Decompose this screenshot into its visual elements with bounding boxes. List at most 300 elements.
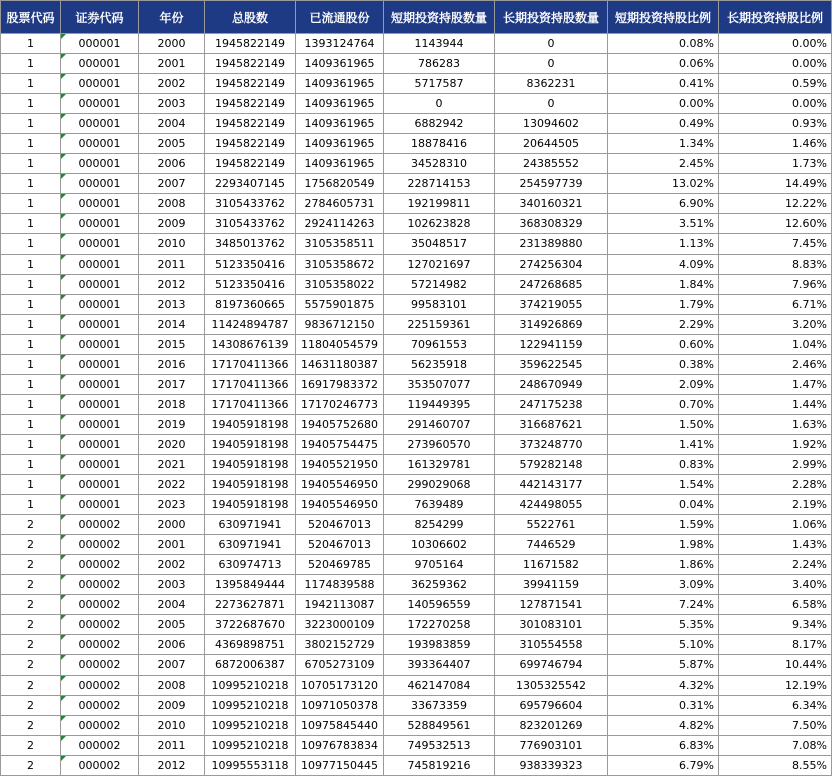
- cell-security-code[interactable]: 000001: [61, 475, 139, 495]
- cell-total-shares[interactable]: 2293407145: [205, 174, 296, 194]
- cell-stock-id[interactable]: 2: [1, 575, 61, 595]
- cell-short-term-qty[interactable]: 99583101: [384, 294, 495, 314]
- cell-stock-id[interactable]: 2: [1, 695, 61, 715]
- cell-long-term-ratio[interactable]: 7.45%: [719, 234, 832, 254]
- cell-stock-id[interactable]: 1: [1, 454, 61, 474]
- cell-long-term-qty[interactable]: 301083101: [495, 615, 608, 635]
- cell-short-term-ratio[interactable]: 6.79%: [608, 755, 719, 775]
- cell-security-code[interactable]: 000001: [61, 34, 139, 54]
- cell-circulating-shares[interactable]: 17170246773: [296, 394, 384, 414]
- cell-year[interactable]: 2013: [139, 294, 205, 314]
- cell-stock-id[interactable]: 2: [1, 515, 61, 535]
- cell-long-term-qty[interactable]: 11671582: [495, 555, 608, 575]
- cell-circulating-shares[interactable]: 10977150445: [296, 755, 384, 775]
- cell-stock-id[interactable]: 2: [1, 595, 61, 615]
- cell-stock-id[interactable]: 1: [1, 434, 61, 454]
- cell-total-shares[interactable]: 1945822149: [205, 74, 296, 94]
- cell-long-term-ratio[interactable]: 0.93%: [719, 114, 832, 134]
- cell-year[interactable]: 2015: [139, 334, 205, 354]
- cell-stock-id[interactable]: 1: [1, 374, 61, 394]
- cell-short-term-qty[interactable]: 353507077: [384, 374, 495, 394]
- cell-short-term-ratio[interactable]: 2.09%: [608, 374, 719, 394]
- cell-short-term-ratio[interactable]: 7.24%: [608, 595, 719, 615]
- cell-short-term-qty[interactable]: 172270258: [384, 615, 495, 635]
- cell-stock-id[interactable]: 2: [1, 675, 61, 695]
- cell-long-term-qty[interactable]: 424498055: [495, 495, 608, 515]
- cell-circulating-shares[interactable]: 5575901875: [296, 294, 384, 314]
- cell-security-code[interactable]: 000001: [61, 454, 139, 474]
- cell-total-shares[interactable]: 3722687670: [205, 615, 296, 635]
- cell-long-term-ratio[interactable]: 12.19%: [719, 675, 832, 695]
- cell-year[interactable]: 2014: [139, 314, 205, 334]
- cell-long-term-ratio[interactable]: 8.55%: [719, 755, 832, 775]
- cell-total-shares[interactable]: 1945822149: [205, 94, 296, 114]
- cell-stock-id[interactable]: 2: [1, 635, 61, 655]
- cell-circulating-shares[interactable]: 19405521950: [296, 454, 384, 474]
- cell-total-shares[interactable]: 17170411366: [205, 354, 296, 374]
- cell-short-term-ratio[interactable]: 1.34%: [608, 134, 719, 154]
- cell-year[interactable]: 2012: [139, 755, 205, 775]
- cell-short-term-qty[interactable]: 528849561: [384, 715, 495, 735]
- cell-stock-id[interactable]: 1: [1, 134, 61, 154]
- cell-stock-id[interactable]: 1: [1, 475, 61, 495]
- cell-long-term-ratio[interactable]: 2.99%: [719, 454, 832, 474]
- cell-long-term-qty[interactable]: 231389880: [495, 234, 608, 254]
- cell-total-shares[interactable]: 1945822149: [205, 34, 296, 54]
- cell-circulating-shares[interactable]: 1756820549: [296, 174, 384, 194]
- cell-year[interactable]: 2004: [139, 114, 205, 134]
- cell-total-shares[interactable]: 3105433762: [205, 194, 296, 214]
- cell-year[interactable]: 2011: [139, 735, 205, 755]
- cell-circulating-shares[interactable]: 520467013: [296, 535, 384, 555]
- cell-security-code[interactable]: 000001: [61, 374, 139, 394]
- cell-short-term-qty[interactable]: 33673359: [384, 695, 495, 715]
- cell-long-term-qty[interactable]: 7446529: [495, 535, 608, 555]
- cell-stock-id[interactable]: 1: [1, 334, 61, 354]
- cell-short-term-ratio[interactable]: 0.70%: [608, 394, 719, 414]
- cell-long-term-qty[interactable]: 127871541: [495, 595, 608, 615]
- column-header-long-term-ratio[interactable]: 长期投资持股比例: [719, 1, 832, 34]
- cell-security-code[interactable]: 000002: [61, 535, 139, 555]
- cell-short-term-ratio[interactable]: 5.10%: [608, 635, 719, 655]
- cell-stock-id[interactable]: 2: [1, 555, 61, 575]
- cell-long-term-ratio[interactable]: 6.34%: [719, 695, 832, 715]
- cell-total-shares[interactable]: 1945822149: [205, 114, 296, 134]
- cell-security-code[interactable]: 000001: [61, 274, 139, 294]
- cell-circulating-shares[interactable]: 16917983372: [296, 374, 384, 394]
- cell-stock-id[interactable]: 1: [1, 314, 61, 334]
- cell-short-term-qty[interactable]: 786283: [384, 54, 495, 74]
- cell-long-term-qty[interactable]: 0: [495, 94, 608, 114]
- cell-long-term-ratio[interactable]: 1.92%: [719, 434, 832, 454]
- cell-circulating-shares[interactable]: 9836712150: [296, 314, 384, 334]
- cell-short-term-qty[interactable]: 140596559: [384, 595, 495, 615]
- cell-stock-id[interactable]: 1: [1, 94, 61, 114]
- cell-short-term-ratio[interactable]: 0.06%: [608, 54, 719, 74]
- cell-security-code[interactable]: 000001: [61, 114, 139, 134]
- cell-long-term-qty[interactable]: 122941159: [495, 334, 608, 354]
- cell-long-term-qty[interactable]: 938339323: [495, 755, 608, 775]
- cell-stock-id[interactable]: 1: [1, 214, 61, 234]
- cell-long-term-qty[interactable]: 374219055: [495, 294, 608, 314]
- cell-short-term-qty[interactable]: 749532513: [384, 735, 495, 755]
- cell-circulating-shares[interactable]: 520469785: [296, 555, 384, 575]
- cell-stock-id[interactable]: 1: [1, 234, 61, 254]
- cell-year[interactable]: 2000: [139, 34, 205, 54]
- cell-short-term-ratio[interactable]: 1.84%: [608, 274, 719, 294]
- cell-stock-id[interactable]: 2: [1, 535, 61, 555]
- cell-security-code[interactable]: 000001: [61, 194, 139, 214]
- cell-security-code[interactable]: 000001: [61, 254, 139, 274]
- cell-long-term-ratio[interactable]: 2.46%: [719, 354, 832, 374]
- cell-year[interactable]: 2003: [139, 94, 205, 114]
- cell-short-term-ratio[interactable]: 0.60%: [608, 334, 719, 354]
- cell-long-term-qty[interactable]: 8362231: [495, 74, 608, 94]
- cell-stock-id[interactable]: 1: [1, 495, 61, 515]
- cell-circulating-shares[interactable]: 2784605731: [296, 194, 384, 214]
- cell-long-term-qty[interactable]: 247268685: [495, 274, 608, 294]
- cell-stock-id[interactable]: 2: [1, 755, 61, 775]
- cell-long-term-ratio[interactable]: 0.00%: [719, 54, 832, 74]
- cell-year[interactable]: 2009: [139, 214, 205, 234]
- cell-short-term-ratio[interactable]: 4.09%: [608, 254, 719, 274]
- cell-total-shares[interactable]: 19405918198: [205, 454, 296, 474]
- column-header-year[interactable]: 年份: [139, 1, 205, 34]
- cell-total-shares[interactable]: 1945822149: [205, 154, 296, 174]
- column-header-circulating-shares[interactable]: 已流通股份: [296, 1, 384, 34]
- cell-circulating-shares[interactable]: 3105358022: [296, 274, 384, 294]
- cell-short-term-ratio[interactable]: 1.41%: [608, 434, 719, 454]
- cell-short-term-qty[interactable]: 34528310: [384, 154, 495, 174]
- cell-year[interactable]: 2007: [139, 174, 205, 194]
- cell-long-term-ratio[interactable]: 1.46%: [719, 134, 832, 154]
- cell-long-term-qty[interactable]: 5522761: [495, 515, 608, 535]
- cell-short-term-qty[interactable]: 57214982: [384, 274, 495, 294]
- cell-circulating-shares[interactable]: 19405546950: [296, 475, 384, 495]
- cell-circulating-shares[interactable]: 3105358672: [296, 254, 384, 274]
- cell-circulating-shares[interactable]: 1409361965: [296, 94, 384, 114]
- cell-total-shares[interactable]: 10995210218: [205, 715, 296, 735]
- cell-year[interactable]: 2008: [139, 675, 205, 695]
- cell-stock-id[interactable]: 2: [1, 615, 61, 635]
- cell-short-term-ratio[interactable]: 1.59%: [608, 515, 719, 535]
- cell-year[interactable]: 2016: [139, 354, 205, 374]
- cell-circulating-shares[interactable]: 1409361965: [296, 134, 384, 154]
- cell-year[interactable]: 2012: [139, 274, 205, 294]
- cell-security-code[interactable]: 000001: [61, 154, 139, 174]
- cell-year[interactable]: 2020: [139, 434, 205, 454]
- cell-long-term-qty[interactable]: 0: [495, 34, 608, 54]
- cell-year[interactable]: 2008: [139, 194, 205, 214]
- cell-total-shares[interactable]: 630971941: [205, 515, 296, 535]
- cell-short-term-qty[interactable]: 102623828: [384, 214, 495, 234]
- cell-long-term-qty[interactable]: 24385552: [495, 154, 608, 174]
- cell-short-term-ratio[interactable]: 0.31%: [608, 695, 719, 715]
- cell-total-shares[interactable]: 19405918198: [205, 414, 296, 434]
- cell-stock-id[interactable]: 1: [1, 414, 61, 434]
- cell-circulating-shares[interactable]: 520467013: [296, 515, 384, 535]
- cell-long-term-ratio[interactable]: 2.24%: [719, 555, 832, 575]
- cell-total-shares[interactable]: 2273627871: [205, 595, 296, 615]
- cell-long-term-qty[interactable]: 274256304: [495, 254, 608, 274]
- cell-year[interactable]: 2018: [139, 394, 205, 414]
- cell-year[interactable]: 2009: [139, 695, 205, 715]
- cell-security-code[interactable]: 000002: [61, 755, 139, 775]
- cell-short-term-ratio[interactable]: 1.54%: [608, 475, 719, 495]
- cell-year[interactable]: 2017: [139, 374, 205, 394]
- cell-security-code[interactable]: 000001: [61, 334, 139, 354]
- cell-total-shares[interactable]: 10995210218: [205, 675, 296, 695]
- cell-long-term-qty[interactable]: 823201269: [495, 715, 608, 735]
- cell-stock-id[interactable]: 1: [1, 194, 61, 214]
- cell-security-code[interactable]: 000001: [61, 54, 139, 74]
- cell-long-term-qty[interactable]: 699746794: [495, 655, 608, 675]
- cell-circulating-shares[interactable]: 1393124764: [296, 34, 384, 54]
- cell-stock-id[interactable]: 1: [1, 34, 61, 54]
- cell-short-term-ratio[interactable]: 0.04%: [608, 495, 719, 515]
- cell-short-term-qty[interactable]: 745819216: [384, 755, 495, 775]
- cell-long-term-ratio[interactable]: 1.43%: [719, 535, 832, 555]
- cell-long-term-qty[interactable]: 254597739: [495, 174, 608, 194]
- cell-long-term-ratio[interactable]: 1.63%: [719, 414, 832, 434]
- cell-security-code[interactable]: 000001: [61, 495, 139, 515]
- cell-long-term-ratio[interactable]: 2.19%: [719, 495, 832, 515]
- cell-year[interactable]: 2006: [139, 154, 205, 174]
- cell-short-term-ratio[interactable]: 5.35%: [608, 615, 719, 635]
- cell-security-code[interactable]: 000002: [61, 575, 139, 595]
- cell-short-term-ratio[interactable]: 5.87%: [608, 655, 719, 675]
- cell-stock-id[interactable]: 1: [1, 354, 61, 374]
- cell-long-term-ratio[interactable]: 14.49%: [719, 174, 832, 194]
- cell-long-term-qty[interactable]: 340160321: [495, 194, 608, 214]
- cell-circulating-shares[interactable]: 1174839588: [296, 575, 384, 595]
- cell-total-shares[interactable]: 1945822149: [205, 54, 296, 74]
- cell-total-shares[interactable]: 14308676139: [205, 334, 296, 354]
- cell-long-term-qty[interactable]: 316687621: [495, 414, 608, 434]
- cell-security-code[interactable]: 000001: [61, 134, 139, 154]
- cell-short-term-qty[interactable]: 8254299: [384, 515, 495, 535]
- cell-short-term-ratio[interactable]: 1.13%: [608, 234, 719, 254]
- cell-year[interactable]: 2010: [139, 715, 205, 735]
- cell-security-code[interactable]: 000002: [61, 735, 139, 755]
- cell-long-term-qty[interactable]: 314926869: [495, 314, 608, 334]
- cell-year[interactable]: 2001: [139, 54, 205, 74]
- cell-year[interactable]: 2006: [139, 635, 205, 655]
- cell-short-term-qty[interactable]: 393364407: [384, 655, 495, 675]
- cell-short-term-ratio[interactable]: 1.98%: [608, 535, 719, 555]
- cell-long-term-qty[interactable]: 310554558: [495, 635, 608, 655]
- cell-long-term-ratio[interactable]: 6.58%: [719, 595, 832, 615]
- cell-year[interactable]: 2005: [139, 134, 205, 154]
- cell-short-term-ratio[interactable]: 4.82%: [608, 715, 719, 735]
- cell-total-shares[interactable]: 10995553118: [205, 755, 296, 775]
- cell-long-term-ratio[interactable]: 7.08%: [719, 735, 832, 755]
- cell-security-code[interactable]: 000001: [61, 94, 139, 114]
- cell-long-term-ratio[interactable]: 6.71%: [719, 294, 832, 314]
- cell-short-term-ratio[interactable]: 0.08%: [608, 34, 719, 54]
- cell-short-term-qty[interactable]: 161329781: [384, 454, 495, 474]
- cell-short-term-qty[interactable]: 70961553: [384, 334, 495, 354]
- cell-short-term-ratio[interactable]: 1.79%: [608, 294, 719, 314]
- cell-stock-id[interactable]: 1: [1, 114, 61, 134]
- cell-short-term-qty[interactable]: 193983859: [384, 635, 495, 655]
- cell-year[interactable]: 2023: [139, 495, 205, 515]
- cell-long-term-ratio[interactable]: 1.47%: [719, 374, 832, 394]
- cell-long-term-qty[interactable]: 13094602: [495, 114, 608, 134]
- cell-short-term-qty[interactable]: 462147084: [384, 675, 495, 695]
- column-header-short-term-qty[interactable]: 短期投资持股数量: [384, 1, 495, 34]
- cell-short-term-qty[interactable]: 192199811: [384, 194, 495, 214]
- cell-long-term-qty[interactable]: 1305325542: [495, 675, 608, 695]
- cell-circulating-shares[interactable]: 2924114263: [296, 214, 384, 234]
- cell-security-code[interactable]: 000002: [61, 675, 139, 695]
- cell-long-term-ratio[interactable]: 2.28%: [719, 475, 832, 495]
- cell-short-term-ratio[interactable]: 6.83%: [608, 735, 719, 755]
- cell-stock-id[interactable]: 1: [1, 294, 61, 314]
- cell-security-code[interactable]: 000001: [61, 394, 139, 414]
- cell-long-term-ratio[interactable]: 9.34%: [719, 615, 832, 635]
- cell-circulating-shares[interactable]: 10976783834: [296, 735, 384, 755]
- cell-short-term-ratio[interactable]: 1.86%: [608, 555, 719, 575]
- cell-stock-id[interactable]: 1: [1, 74, 61, 94]
- cell-short-term-ratio[interactable]: 3.09%: [608, 575, 719, 595]
- cell-short-term-qty[interactable]: 5717587: [384, 74, 495, 94]
- cell-circulating-shares[interactable]: 3105358511: [296, 234, 384, 254]
- cell-short-term-qty[interactable]: 127021697: [384, 254, 495, 274]
- cell-short-term-qty[interactable]: 299029068: [384, 475, 495, 495]
- cell-long-term-qty[interactable]: 579282148: [495, 454, 608, 474]
- cell-long-term-qty[interactable]: 695796604: [495, 695, 608, 715]
- cell-security-code[interactable]: 000002: [61, 615, 139, 635]
- cell-security-code[interactable]: 000002: [61, 595, 139, 615]
- cell-total-shares[interactable]: 5123350416: [205, 254, 296, 274]
- cell-total-shares[interactable]: 3105433762: [205, 214, 296, 234]
- cell-security-code[interactable]: 000002: [61, 655, 139, 675]
- cell-long-term-ratio[interactable]: 3.40%: [719, 575, 832, 595]
- cell-year[interactable]: 2007: [139, 655, 205, 675]
- cell-long-term-ratio[interactable]: 3.20%: [719, 314, 832, 334]
- cell-year[interactable]: 2002: [139, 74, 205, 94]
- cell-security-code[interactable]: 000001: [61, 414, 139, 434]
- cell-year[interactable]: 2021: [139, 454, 205, 474]
- cell-short-term-ratio[interactable]: 3.51%: [608, 214, 719, 234]
- cell-short-term-ratio[interactable]: 6.90%: [608, 194, 719, 214]
- column-header-total-shares[interactable]: 总股数: [205, 1, 296, 34]
- cell-stock-id[interactable]: 2: [1, 655, 61, 675]
- cell-total-shares[interactable]: 5123350416: [205, 274, 296, 294]
- cell-circulating-shares[interactable]: 1409361965: [296, 74, 384, 94]
- cell-security-code[interactable]: 000001: [61, 354, 139, 374]
- cell-circulating-shares[interactable]: 1409361965: [296, 114, 384, 134]
- cell-short-term-qty[interactable]: 35048517: [384, 234, 495, 254]
- cell-year[interactable]: 2002: [139, 555, 205, 575]
- cell-total-shares[interactable]: 1395849444: [205, 575, 296, 595]
- cell-long-term-qty[interactable]: 442143177: [495, 475, 608, 495]
- cell-short-term-ratio[interactable]: 2.45%: [608, 154, 719, 174]
- cell-year[interactable]: 2001: [139, 535, 205, 555]
- cell-long-term-ratio[interactable]: 0.00%: [719, 34, 832, 54]
- cell-short-term-ratio[interactable]: 13.02%: [608, 174, 719, 194]
- cell-short-term-ratio[interactable]: 0.41%: [608, 74, 719, 94]
- cell-stock-id[interactable]: 1: [1, 274, 61, 294]
- cell-year[interactable]: 2022: [139, 475, 205, 495]
- cell-long-term-ratio[interactable]: 8.17%: [719, 635, 832, 655]
- cell-circulating-shares[interactable]: 19405546950: [296, 495, 384, 515]
- cell-total-shares[interactable]: 19405918198: [205, 495, 296, 515]
- column-header-stock-id[interactable]: 股票代码: [1, 1, 61, 34]
- cell-circulating-shares[interactable]: 14631180387: [296, 354, 384, 374]
- column-header-short-term-ratio[interactable]: 短期投资持股比例: [608, 1, 719, 34]
- cell-total-shares[interactable]: 1945822149: [205, 134, 296, 154]
- cell-long-term-qty[interactable]: 0: [495, 54, 608, 74]
- cell-stock-id[interactable]: 1: [1, 154, 61, 174]
- cell-year[interactable]: 2005: [139, 615, 205, 635]
- cell-short-term-qty[interactable]: 7639489: [384, 495, 495, 515]
- cell-circulating-shares[interactable]: 3223000109: [296, 615, 384, 635]
- cell-security-code[interactable]: 000001: [61, 434, 139, 454]
- cell-stock-id[interactable]: 2: [1, 715, 61, 735]
- cell-stock-id[interactable]: 1: [1, 394, 61, 414]
- cell-long-term-ratio[interactable]: 7.50%: [719, 715, 832, 735]
- cell-total-shares[interactable]: 17170411366: [205, 374, 296, 394]
- cell-security-code[interactable]: 000002: [61, 715, 139, 735]
- cell-total-shares[interactable]: 3485013762: [205, 234, 296, 254]
- cell-circulating-shares[interactable]: 10705173120: [296, 675, 384, 695]
- cell-short-term-qty[interactable]: 273960570: [384, 434, 495, 454]
- cell-short-term-qty[interactable]: 9705164: [384, 555, 495, 575]
- cell-short-term-qty[interactable]: 228714153: [384, 174, 495, 194]
- cell-security-code[interactable]: 000002: [61, 515, 139, 535]
- cell-long-term-ratio[interactable]: 0.59%: [719, 74, 832, 94]
- cell-long-term-ratio[interactable]: 10.44%: [719, 655, 832, 675]
- cell-total-shares[interactable]: 10995210218: [205, 695, 296, 715]
- cell-total-shares[interactable]: 10995210218: [205, 735, 296, 755]
- cell-long-term-ratio[interactable]: 12.60%: [719, 214, 832, 234]
- cell-short-term-ratio[interactable]: 0.83%: [608, 454, 719, 474]
- cell-short-term-qty[interactable]: 10306602: [384, 535, 495, 555]
- cell-short-term-ratio[interactable]: 0.00%: [608, 94, 719, 114]
- cell-short-term-ratio[interactable]: 1.50%: [608, 414, 719, 434]
- cell-short-term-qty[interactable]: 225159361: [384, 314, 495, 334]
- cell-stock-id[interactable]: 1: [1, 54, 61, 74]
- cell-long-term-qty[interactable]: 248670949: [495, 374, 608, 394]
- cell-short-term-qty[interactable]: 291460707: [384, 414, 495, 434]
- cell-total-shares[interactable]: 17170411366: [205, 394, 296, 414]
- cell-circulating-shares[interactable]: 1409361965: [296, 154, 384, 174]
- cell-total-shares[interactable]: 4369898751: [205, 635, 296, 655]
- cell-total-shares[interactable]: 11424894787: [205, 314, 296, 334]
- cell-circulating-shares[interactable]: 10975845440: [296, 715, 384, 735]
- cell-security-code[interactable]: 000001: [61, 294, 139, 314]
- cell-short-term-ratio[interactable]: 4.32%: [608, 675, 719, 695]
- cell-long-term-ratio[interactable]: 1.44%: [719, 394, 832, 414]
- cell-security-code[interactable]: 000001: [61, 174, 139, 194]
- cell-long-term-qty[interactable]: 368308329: [495, 214, 608, 234]
- cell-circulating-shares[interactable]: 1942113087: [296, 595, 384, 615]
- cell-stock-id[interactable]: 1: [1, 174, 61, 194]
- cell-total-shares[interactable]: 8197360665: [205, 294, 296, 314]
- column-header-long-term-qty[interactable]: 长期投资持股数量: [495, 1, 608, 34]
- cell-year[interactable]: 2000: [139, 515, 205, 535]
- cell-year[interactable]: 2019: [139, 414, 205, 434]
- cell-security-code[interactable]: 000002: [61, 635, 139, 655]
- cell-circulating-shares[interactable]: 10971050378: [296, 695, 384, 715]
- cell-long-term-ratio[interactable]: 1.73%: [719, 154, 832, 174]
- cell-long-term-ratio[interactable]: 12.22%: [719, 194, 832, 214]
- cell-short-term-qty[interactable]: 1143944: [384, 34, 495, 54]
- cell-short-term-qty[interactable]: 36259362: [384, 575, 495, 595]
- cell-stock-id[interactable]: 1: [1, 254, 61, 274]
